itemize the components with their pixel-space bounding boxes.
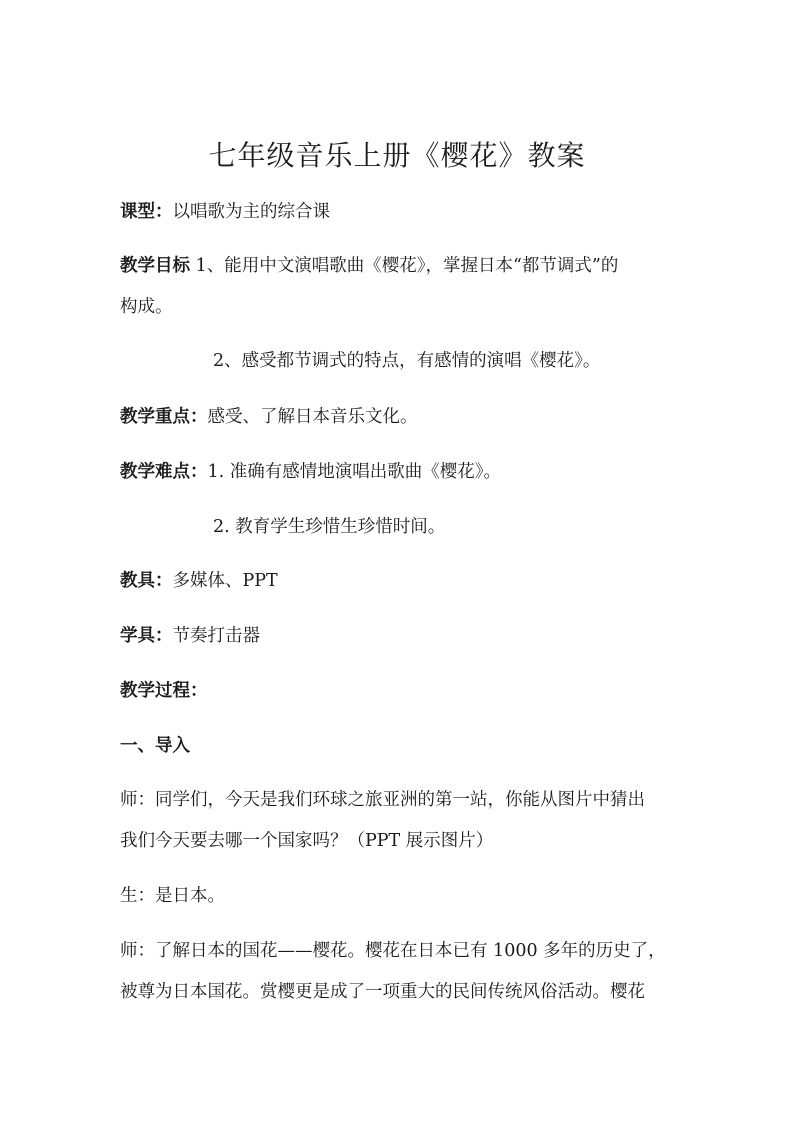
difficulties-line-2 bbox=[213, 514, 445, 540]
difficulties-line-1 bbox=[120, 459, 501, 485]
teaching-aids-label: 教具： bbox=[120, 571, 173, 591]
difficulties-label: 教学难点： bbox=[120, 462, 208, 482]
paragraph-1-text-2: 我们今天要去哪一个国家吗？（PPT 展示图片） bbox=[120, 831, 494, 851]
difficulties-text-1: 1. 准确有感情地演唱出歌曲《樱花》。 bbox=[207, 462, 502, 482]
objectives-line-1 bbox=[120, 253, 618, 279]
lesson-type-line bbox=[120, 199, 330, 225]
process-line bbox=[120, 678, 208, 704]
key-points-text: 感受、了解日本音乐文化。 bbox=[207, 407, 418, 427]
paragraph-3-text-2: 被尊为日本国花。赏樱更是成了一项重大的民间传统风俗活动。樱花 bbox=[120, 982, 645, 1002]
paragraph-1-line-2 bbox=[120, 828, 493, 854]
objectives-label: 教学目标 bbox=[120, 256, 190, 276]
objectives-text-2: 2、感受都节调式的特点，有感情的演唱《樱花》。 bbox=[213, 351, 601, 371]
paragraph-3-text-1: 师：了解日本的国花——樱花。樱花在日本已有 1000 多年的历史了， bbox=[120, 941, 666, 961]
learning-aids-line bbox=[120, 623, 260, 649]
paragraph-3-line-2 bbox=[120, 979, 645, 1005]
learning-aids-text: 节奏打击器 bbox=[172, 626, 260, 646]
teaching-aids-line bbox=[120, 568, 278, 594]
objectives-text-1-cont: 构成。 bbox=[120, 297, 173, 317]
paragraph-1-line-1 bbox=[120, 787, 645, 813]
key-points-line bbox=[120, 404, 418, 430]
process-label: 教学过程： bbox=[120, 681, 208, 701]
objectives-line-2 bbox=[213, 348, 600, 374]
objectives-line-1-continued bbox=[120, 294, 173, 320]
document-title: 七年级音乐上册《樱花》教案 bbox=[208, 139, 586, 172]
paragraph-3-line-1 bbox=[120, 938, 666, 964]
objectives-text-1: 1、能用中文演唱歌曲《樱花》，掌握日本“都节调式”的 bbox=[190, 256, 619, 276]
teaching-aids-text: 多媒体、PPT bbox=[172, 571, 278, 591]
paragraph-2-line bbox=[120, 883, 225, 909]
lesson-type-text: 以唱歌为主的综合课 bbox=[172, 202, 330, 222]
paragraph-1-text-1: 师：同学们，今天是我们环球之旅亚洲的第一站，你能从图片中猜出 bbox=[120, 790, 645, 810]
section-1-heading-line bbox=[120, 733, 190, 759]
paragraph-2-text: 生：是日本。 bbox=[120, 886, 225, 906]
difficulties-text-2: 2. 教育学生珍惜生珍惜时间。 bbox=[213, 517, 446, 537]
section-1-heading: 一、导入 bbox=[120, 736, 190, 756]
lesson-type-label: 课型： bbox=[120, 202, 173, 222]
learning-aids-label: 学具： bbox=[120, 626, 173, 646]
key-points-label: 教学重点： bbox=[120, 407, 208, 427]
